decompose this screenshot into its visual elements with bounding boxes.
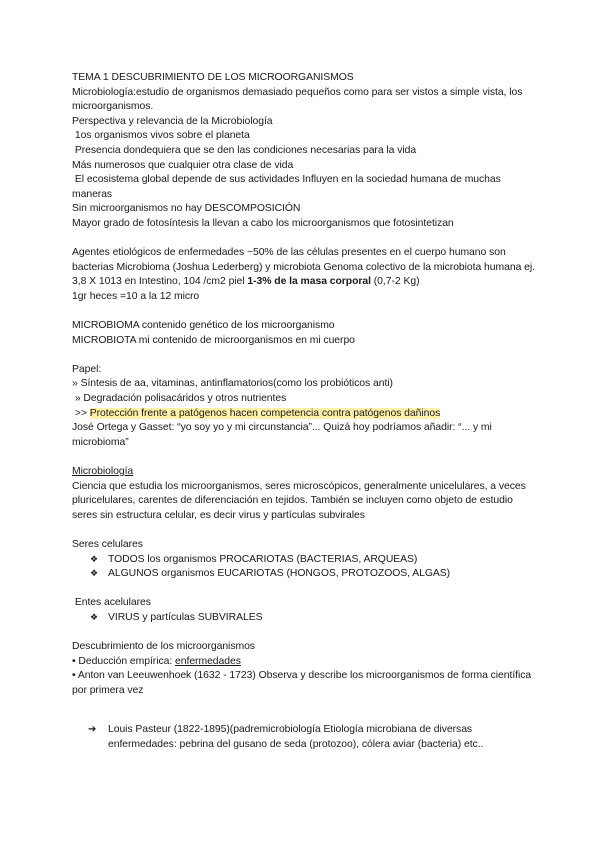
- microbiologia-heading: Microbiología: [72, 466, 134, 478]
- papel-highlight-line: [72, 407, 540, 422]
- definition-microbioma: MICROBIOMA contenido genético de los microorganismo: [72, 320, 335, 332]
- diamond-bullet-icon: ❖: [90, 569, 99, 580]
- agentes-paragraph: [72, 246, 540, 290]
- deduccion-prefix: • Deducción empírica:: [72, 655, 176, 667]
- deduccion-line: [72, 655, 540, 670]
- agentes-tail: (0,7-2 Kg): [370, 276, 420, 288]
- pasteur-text: Louis Pasteur (1822-1895)(padremicrobiología Etiología microbiana de diversas enfermedades: pebrina del gusano de seda (protozoo), cólera aviar (bacteria) etc..: [108, 724, 484, 750]
- arrow-right-icon: ➔: [88, 724, 97, 736]
- definition-microbiota: MICROBIOTA mi contenido de microorganismos en mi cuerpo: [72, 334, 355, 346]
- diamond-bullet-icon: ❖: [90, 554, 99, 565]
- entes-acelulares-heading: Entes acelulares: [72, 597, 151, 609]
- diamond-bullet-icon: ❖: [90, 612, 99, 623]
- enfermedades-link[interactable]: enfermedades: [175, 655, 241, 667]
- papel-highlight-prefix: >>: [72, 407, 90, 419]
- list-item: [72, 611, 540, 626]
- descubrimiento-heading: Descubrimiento de los microorganismos: [72, 641, 255, 653]
- list-item: [72, 553, 540, 568]
- list-item-text: VIRUS y partículas SUBVIRALES: [108, 611, 263, 623]
- papel-heading: Papel:: [72, 363, 102, 375]
- masa-corporal-bold: 1-3% de la masa corporal: [247, 276, 371, 288]
- leeuwenhoek-line: • Anton van Leeuwenhoek (1632 - 1723) Observa y describe los microorganismos de forma científica por primera vez: [72, 670, 532, 696]
- ortega-quote: José Ortega y Gasset: “yo soy yo y mi circunstancia”... Quizá hoy podríamos añadir: “... y mi microbioma”: [72, 422, 492, 448]
- papel-item: » Síntesis de aa, vitaminas, antinflamatorios(como los probióticos anti): [72, 378, 393, 390]
- papel-item: » Degradación polisacáridos y otros nutrientes: [72, 393, 287, 405]
- intro-line: Mayor grado de fotosíntesis la llevan a cabo los microorganismos que fotosintetizan: [72, 217, 454, 229]
- intro-line: Perspectiva y relevancia de la Microbiología: [72, 115, 273, 127]
- heces-line: 1gr heces =10 a la 12 micro: [72, 290, 200, 302]
- microbiologia-text: Ciencia que estudia los microorganismos, seres microscópicos, generalmente unicelulares, a veces pluricelulares, carentes de diferenciación en tejidos. También se incluyen como objeto de estudio seres sin estructura celular, es decir virus y partículas subvirales: [72, 480, 526, 521]
- list-item-text: ALGUNOS organismos EUCARIOTAS (HONGOS, PROTOZOOS, ALGAS): [108, 568, 451, 580]
- agentes-text: Agentes etiológicos de enfermedades ~50% de las células presentes en el cuerpo humano son bacterias Microbioma (Joshua Lederberg) y microbiota Genoma colectivo de la microbiota humana ej. 3,8 X 1013 en Intestino, 104 /cm2 piel: [72, 247, 535, 288]
- intro-line: El ecosistema global depende de sus actividades Influyen en la sociedad humana de muchas maneras: [72, 174, 504, 200]
- page-title: TEMA 1 DESCUBRIMIENTO DE LOS MICROORGANISMOS: [72, 72, 354, 83]
- highlighted-text: Protección frente a patógenos hacen competencia contra patógenos dañinos: [89, 407, 441, 419]
- intro-line: Más numerosos que cualquier otra clase de vida: [72, 159, 294, 171]
- intro-line: Microbiología:estudio de organismos demasiado pequeños como para ser vistos a simple vista, los microorganismos.: [72, 86, 523, 113]
- list-item-text: TODOS los organismos PROCARIOTAS (BACTERIAS, ARQUEAS): [108, 553, 418, 565]
- intro-line: 1os organismos vivos sobre el planeta: [72, 130, 250, 142]
- list-item: [72, 567, 540, 582]
- list-item: [72, 723, 540, 752]
- intro-line: Presencia dondequiera que se den las condiciones necesarias para la vida: [72, 144, 417, 156]
- seres-celulares-heading: Seres celulares: [72, 539, 143, 550]
- intro-line: Sin microorganismos no hay DESCOMPOSICIÓN: [72, 203, 301, 215]
